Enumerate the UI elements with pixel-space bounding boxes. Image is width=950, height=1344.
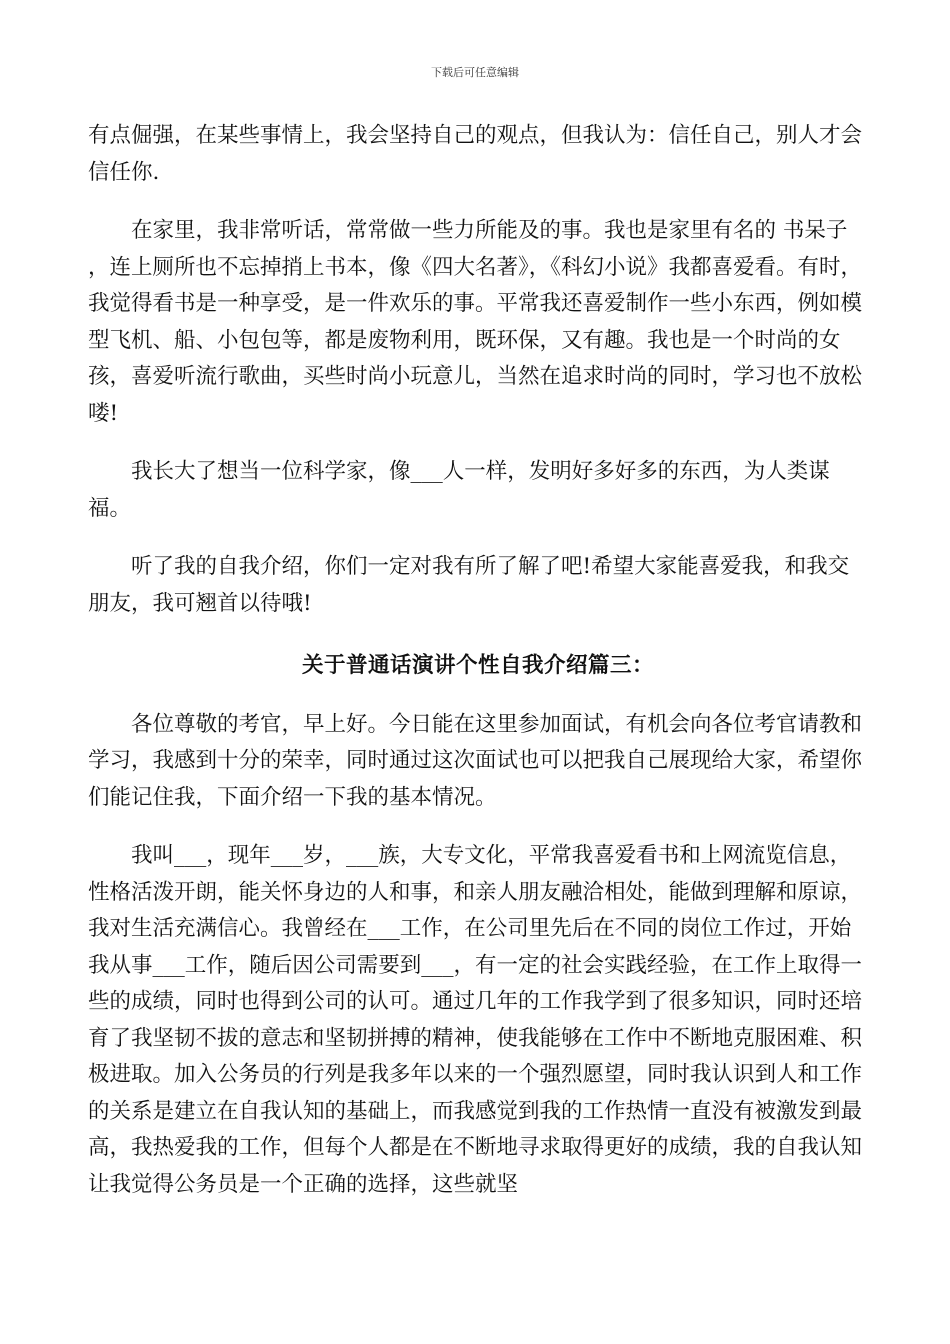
paragraph-continuation: 有点倔强，在某些事情上，我会坚持自己的观点，但我认为：信任自己，别人才会信任你. [88,123,863,185]
document-body [88,118,868,1203]
section-title: 关于普通话演讲个性自我介绍篇三： [301,653,654,678]
page-header-note: 下载后可任意编辑 [431,66,519,79]
paragraph-greeting: 各位尊敬的考官，早上好。今日能在这里参加面试，有机会向各位考官请教和学习，我感到十分的荣幸，同时通过这次面试也可以把我自己展现给大家，希望你们能记住我，下面介绍一下我的基本情况。 [88,711,863,810]
paragraph-dream: 我长大了想当一位科学家，像___人一样，发明好多好多的东西，为人类谋福。 [88,459,830,521]
paragraph-home-life: 在家里，我非常听话，常常做一些力所能及的事。我也是家里有名的 书呆子 ，连上厕所也不忘掉捎上书本，像《四大名著》，《科幻小说》我都喜爱看。有时，我觉得看书是一种享受，是一件欢乐的事。平常我还喜爱制作一些小东西，例如模型飞机、船、小包包等，都是废物利用，既环保，又有趣。我也是一个时尚的女孩，喜爱听流行歌曲，买些时尚小玩意儿，当然在追求时尚的同时，学习也不放松喽! [88,218,863,426]
paragraph-self-intro: 我叫___，现年___岁，___族，大专文化，平常我喜爱看书和上网流览信息，性格活泼开朗，能关怀身边的人和事，和亲人朋友融洽相处，能做到理解和原谅，我对生活充满信心。我曾经在___工作，在公司里先后在不同的岗位工作过，开始我从事___工作，随后因公司需要到___，有一定的社会实践经验，在工作上取得一些的成绩，同时也得到公司的认可。通过几年的工作我学到了很多知识，同时还培育了我坚韧不拔的意志和坚韧拼搏的精神，使我能够在工作中不断地克服困难、积极进取。加入公务员的行列是我多年以来的一个强烈愿望，同时我认识到人和工作的关系是建立在自我认知的基础上，而我感觉到我的工作热情一直没有被激发到最高，我热爱我的工作，但每个人都是在不断地寻求取得更好的成绩，我的自我认知让我觉得公务员是一个正确的选择，这些就坚 [88,843,863,1197]
paragraph-closing: 听了我的自我介绍，你们一定对我有所了解了吧!希望大家能喜爱我，和我交朋友，我可翘首以待哦! [88,554,850,616]
